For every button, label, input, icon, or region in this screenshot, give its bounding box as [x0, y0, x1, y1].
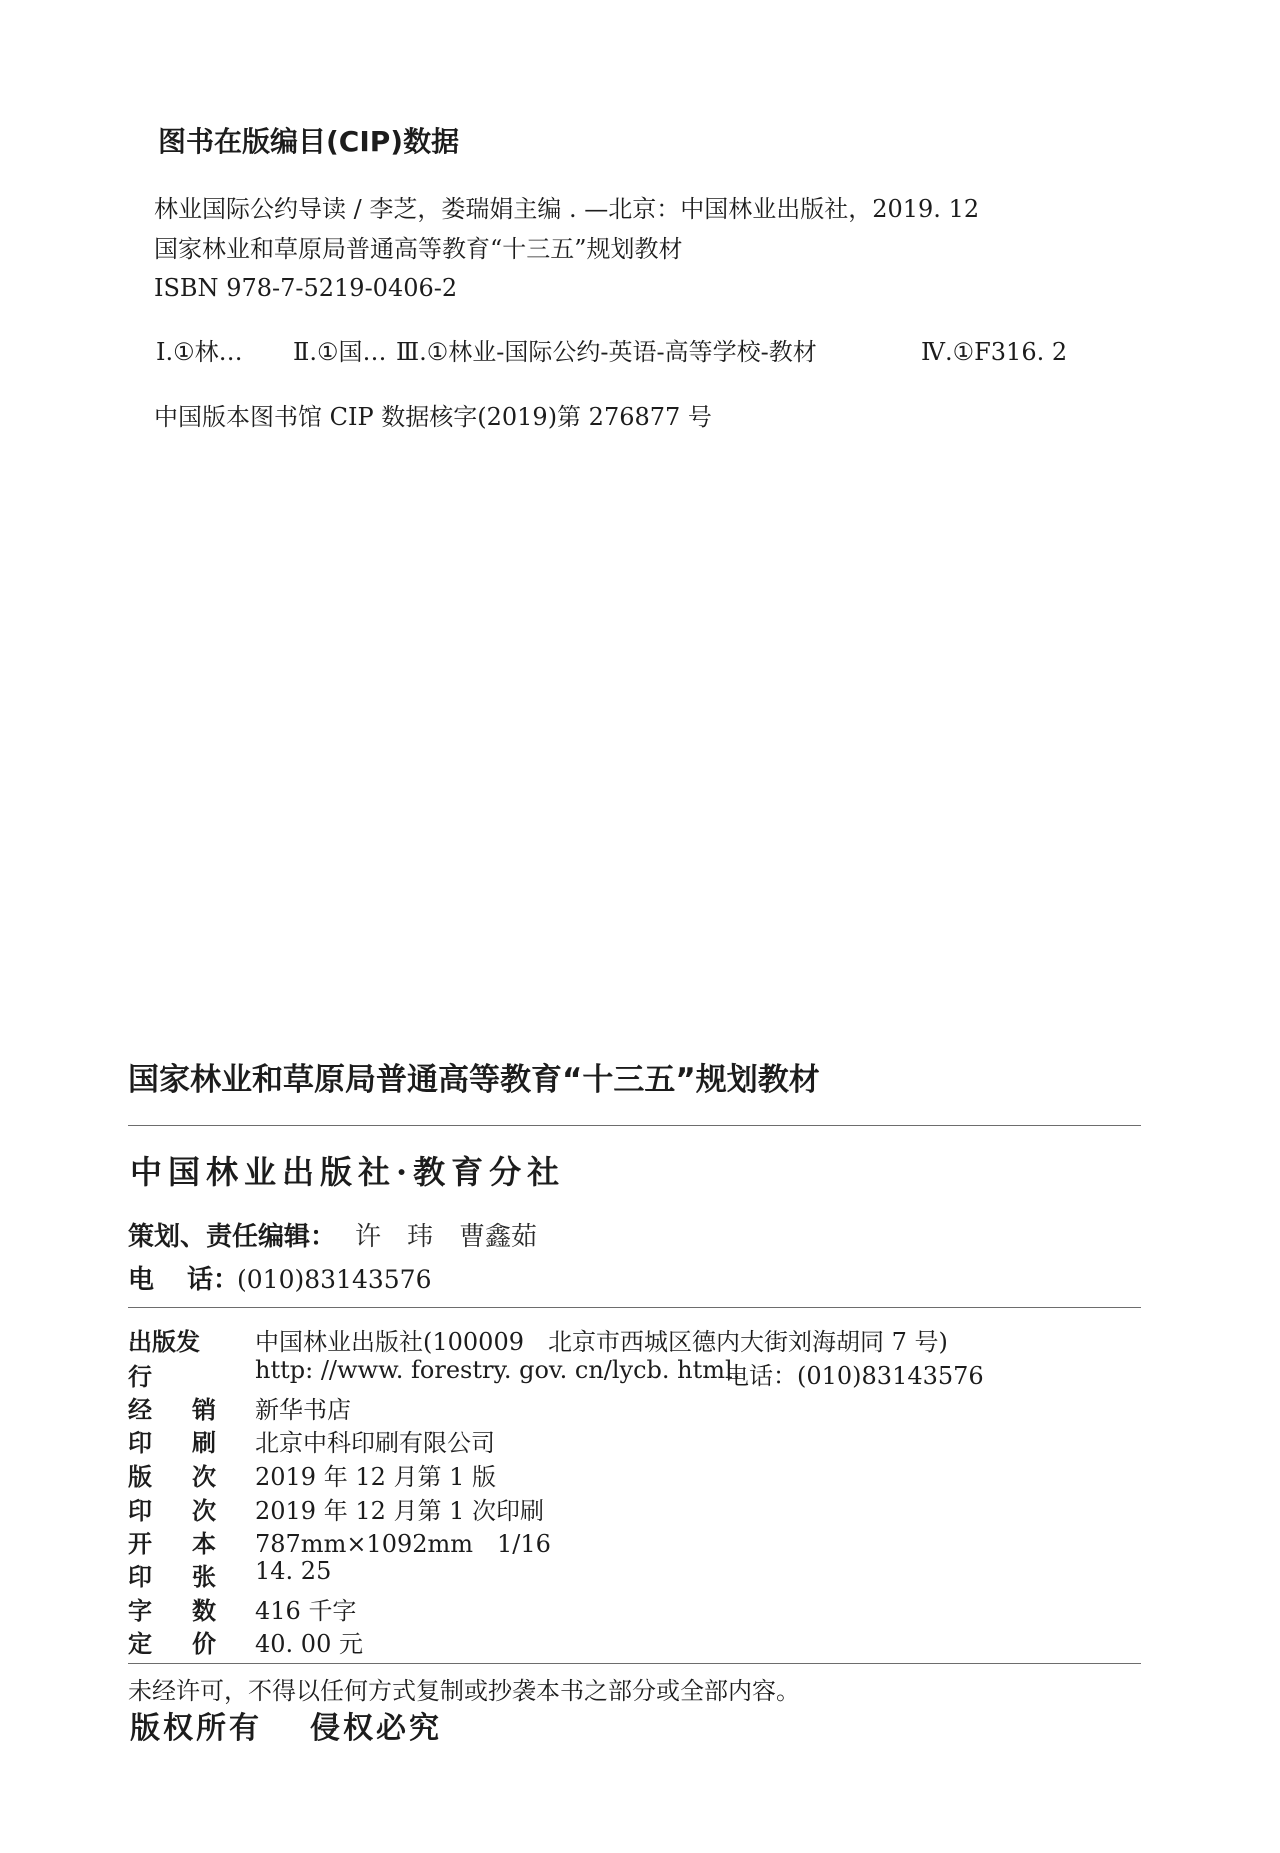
detail-value: 新华书店: [255, 1396, 351, 1424]
cip-record-number: 中国版本图书馆 CIP 数据核字(2019)第 276877 号: [154, 403, 712, 431]
detail-value: 2019 年 12 月第 1 次印刷: [255, 1497, 545, 1525]
classification-item: Ⅳ.①F316. 2: [921, 338, 1068, 366]
detail-row: [128, 1457, 1128, 1491]
classification-item: Ⅲ.①林业-国际公约-英语-高等学校-教材: [396, 338, 817, 366]
detail-value: 中国林业出版社(100009 北京市西城区德内大街刘海胡同 7 号): [255, 1328, 948, 1356]
series-title: 国家林业和草原局普通高等教育“十三五”规划教材: [128, 1062, 820, 1098]
detail-label: 出版发行: [128, 1328, 200, 1391]
rights-reserved: 版权所有: [130, 1711, 262, 1746]
editor-label: 策划、责任编辑：: [128, 1222, 337, 1252]
cip-series-line: 国家林业和草原局普通高等教育“十三五”规划教材: [154, 235, 683, 263]
cip-classification: [0, 340, 1280, 366]
detail-label: 印 张: [128, 1563, 216, 1591]
detail-label: 印 次: [128, 1497, 216, 1525]
detail-label: 开 本: [128, 1530, 216, 1558]
detail-value: 北京中科印刷有限公司: [255, 1429, 495, 1457]
copyright-notice: 未经许可，不得以任何方式复制或抄袭本书之部分或全部内容。: [128, 1677, 800, 1705]
detail-row: [128, 1591, 1128, 1625]
cip-heading: 图书在版编目(CIP)数据: [158, 125, 460, 158]
detail-label: 版 次: [128, 1463, 216, 1491]
detail-value: 2019 年 12 月第 1 版: [255, 1463, 497, 1491]
detail-label: 经 销: [128, 1396, 216, 1424]
detail-value: 416 千字: [255, 1597, 357, 1625]
phone-label: 话：: [187, 1265, 240, 1295]
cip-isbn: ISBN 978-7-5219-0406-2: [154, 274, 458, 302]
detail-value: 14. 25: [255, 1557, 332, 1585]
detail-value: 40. 00 元: [255, 1630, 363, 1658]
detail-value: 787mm×1092mm 1/16: [255, 1530, 551, 1558]
detail-label: 定 价: [128, 1630, 216, 1658]
divider: [128, 1125, 1141, 1126]
divider: [128, 1663, 1141, 1664]
divider: [128, 1307, 1141, 1308]
infringement-warning: 侵权必究: [310, 1711, 442, 1746]
detail-row: [128, 1624, 1128, 1658]
detail-row: [128, 1524, 1128, 1558]
detail-row: [128, 1390, 1128, 1424]
detail-label: 字 数: [128, 1597, 216, 1625]
cip-title-line: 林业国际公约导读 / 李芝，娄瑞娟主编 . —北京：中国林业出版社，2019. 12: [154, 195, 980, 223]
editor-names: 许 玮 曹鑫茹: [355, 1222, 538, 1252]
publisher-branch: 中国林业出版社·教育分社: [130, 1153, 566, 1191]
publisher-url: http: //www. forestry. gov. cn/lycb. html.: [255, 1356, 741, 1384]
detail-row: [128, 1491, 1128, 1525]
detail-row: [128, 1423, 1128, 1457]
detail-label: 印 刷: [128, 1429, 216, 1457]
classification-item: Ⅱ.①国…: [293, 338, 387, 366]
detail-row: [128, 1557, 1128, 1591]
publisher-phone: 电话：(010)83143576: [725, 1362, 984, 1390]
phone-label: 电: [128, 1265, 155, 1295]
phone-value: (010)83143576: [237, 1265, 432, 1294]
classification-item: Ⅰ.①林…: [156, 338, 243, 366]
